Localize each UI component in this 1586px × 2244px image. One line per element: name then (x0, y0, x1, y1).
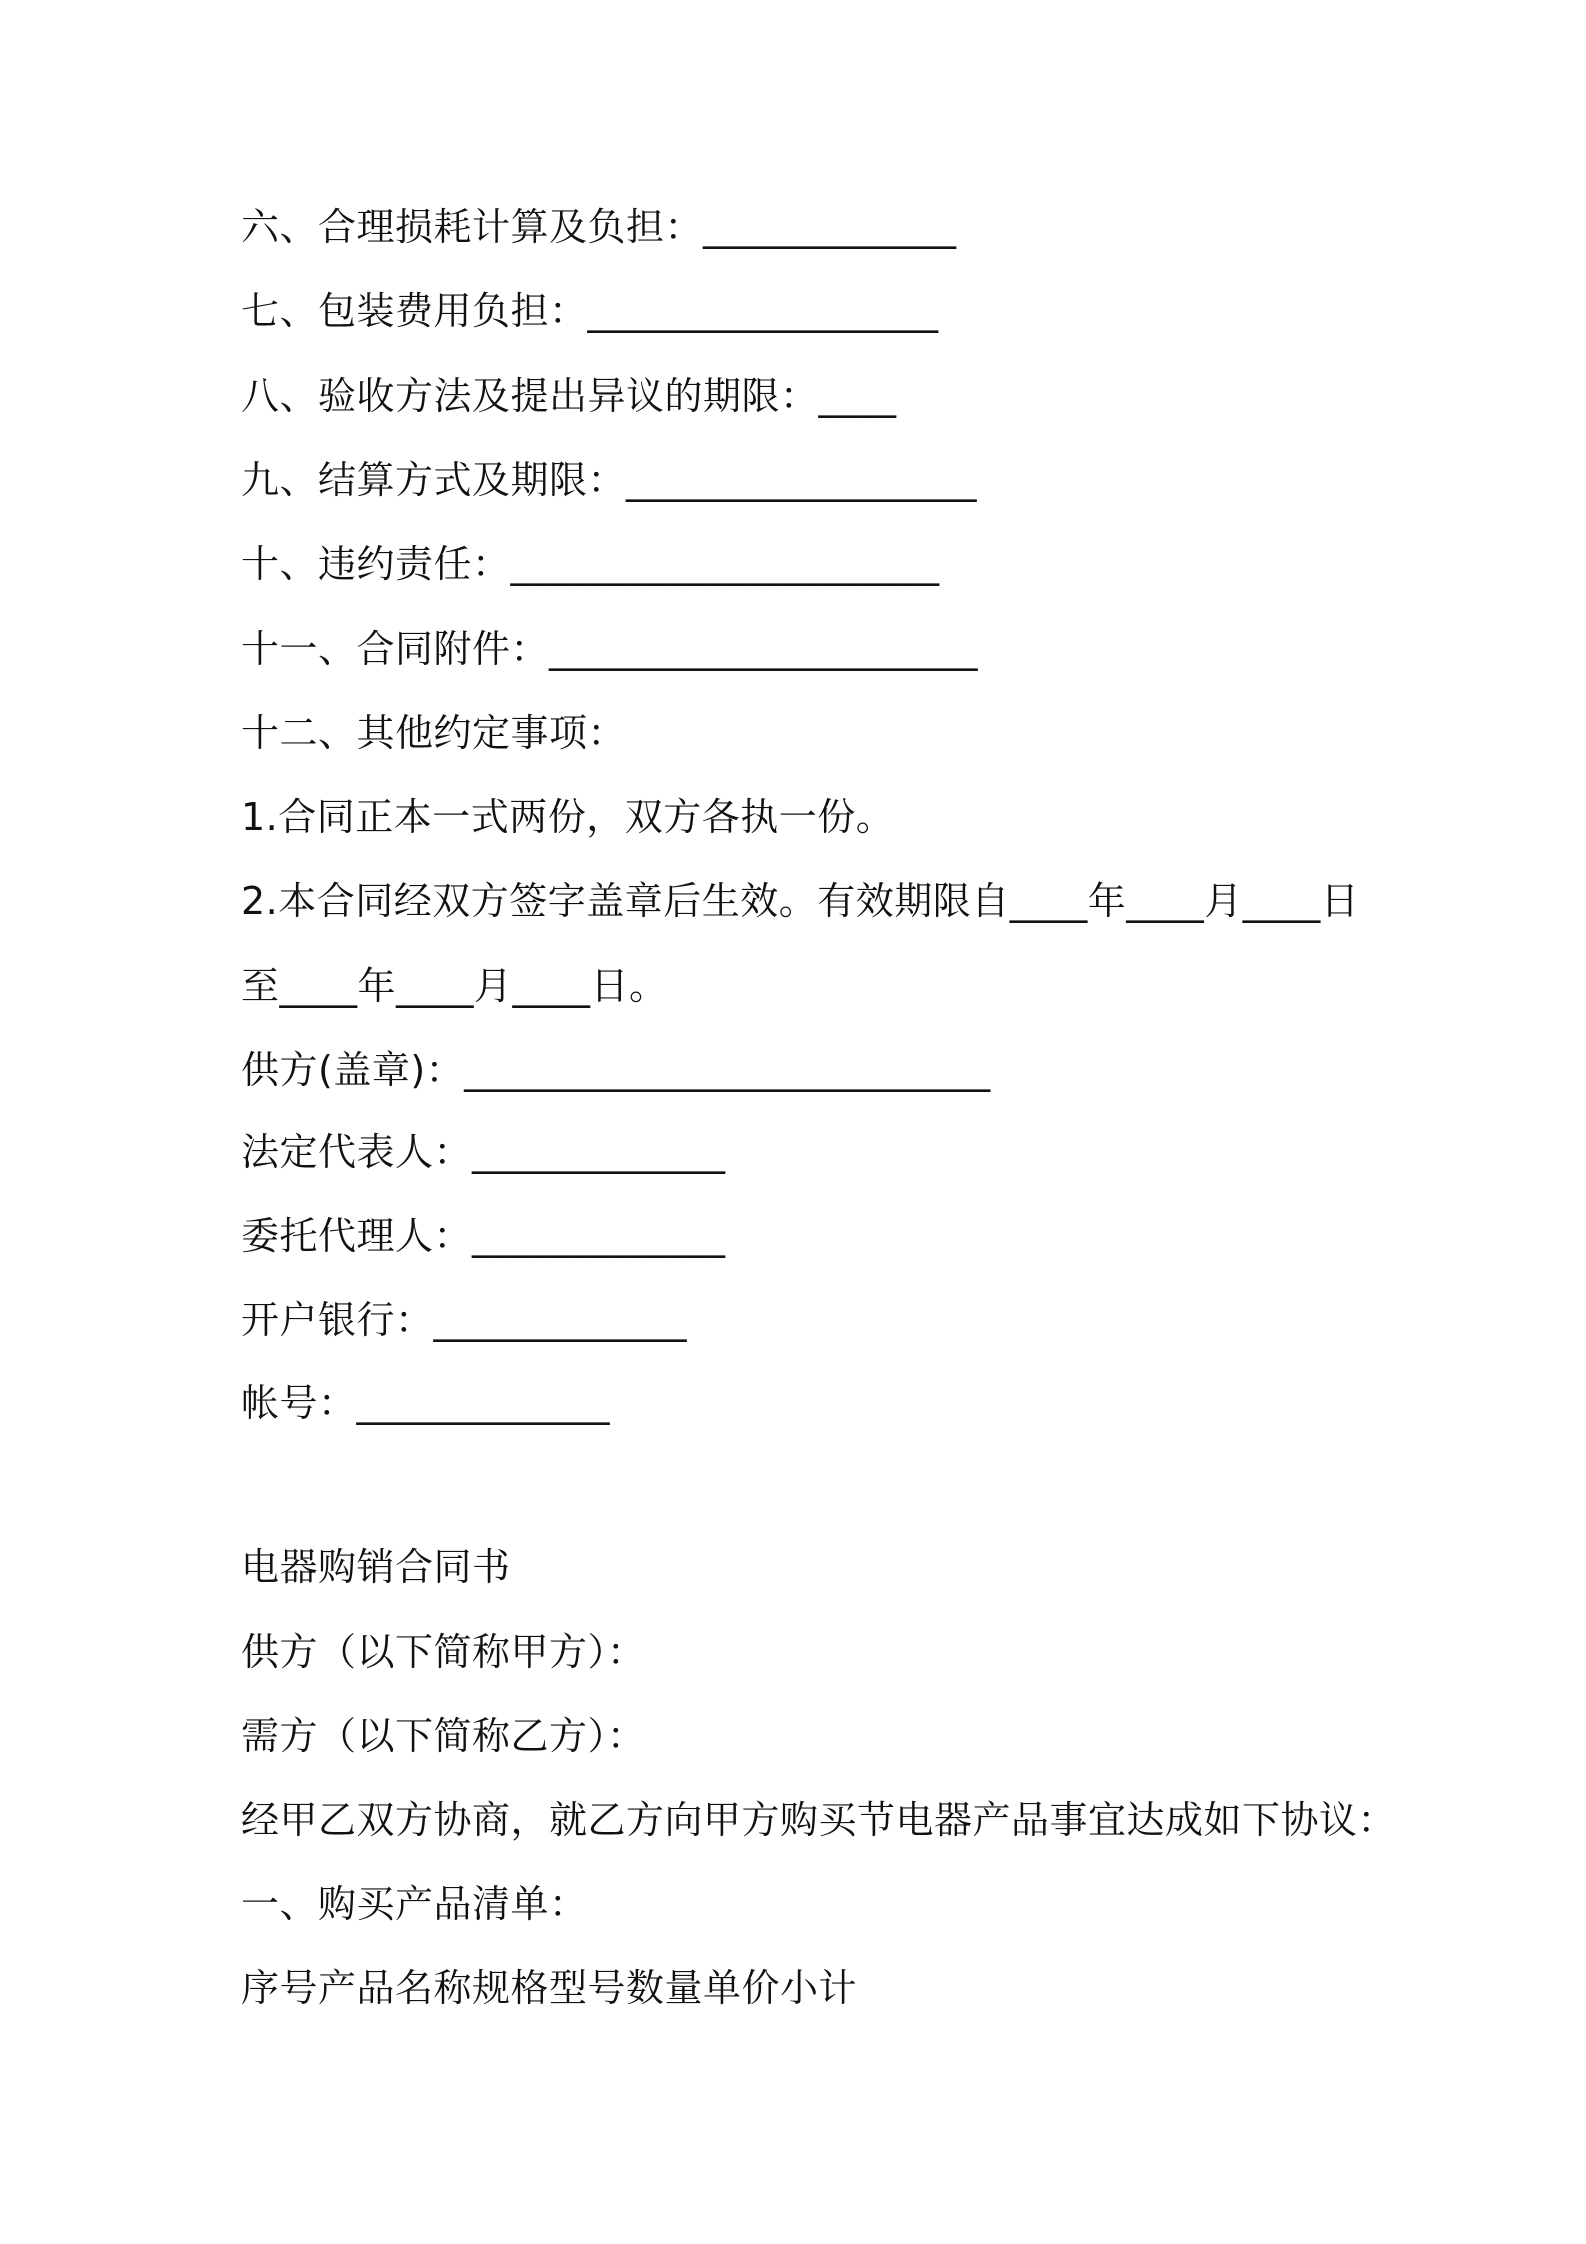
other-term-2-continued: 至____年____月____日。 (241, 964, 668, 1008)
second-contract-buyer: 需方（以下简称乙方）： (241, 1714, 646, 1758)
supplier-seal-field: 供方(盖章)：___________________________ (241, 1048, 991, 1092)
clause-7: 七、包装费用负担：__________________ (241, 289, 939, 333)
clause-9: 九、结算方式及期限：__________________ (241, 458, 978, 502)
bank-field: 开户银行：_____________ (241, 1298, 688, 1342)
second-contract-intro: 经甲乙双方协商，就乙方向甲方购买节电器产品事宜达成如下协议： (241, 1798, 1397, 1842)
clause-10: 十、违约责任：______________________ (241, 542, 940, 586)
agent-field: 委托代理人：_____________ (241, 1214, 726, 1258)
other-term-1: 1.合同正本一式两份，双方各执一份。 (241, 795, 895, 839)
second-contract-title: 电器购销合同书 (241, 1545, 511, 1589)
other-term-2: 2.本合同经双方签字盖章后生效。有效期限自____年____月____日 (241, 879, 1360, 923)
legal-representative-field: 法定代表人：_____________ (241, 1130, 726, 1174)
clause-12: 十二、其他约定事项： (241, 711, 627, 755)
second-contract-section-1: 一、购买产品清单： (241, 1882, 588, 1926)
clause-8: 八、验收方法及提出异议的期限：____ (241, 374, 897, 418)
clause-6: 六、合理损耗计算及负担：_____________ (241, 205, 957, 249)
clause-11: 十一、合同附件：______________________ (241, 627, 979, 671)
second-contract-supplier: 供方（以下简称甲方）： (241, 1630, 646, 1674)
product-table-header: 序号产品名称规格型号数量单价小计 (241, 1966, 858, 2010)
account-field: 帐号：_____________ (241, 1381, 611, 1425)
